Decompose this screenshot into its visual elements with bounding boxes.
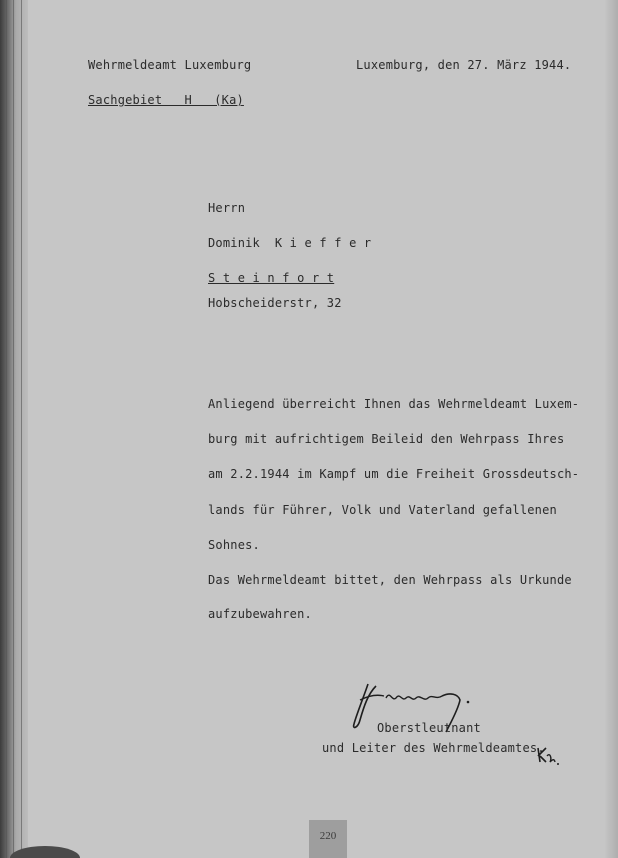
sender-office: Wehrmeldeamt Luxemburg — [88, 58, 252, 72]
page-number: 220 — [319, 830, 337, 842]
recipient-street: Hobscheiderstr, 32 — [208, 296, 342, 310]
book-binding-edge — [0, 0, 28, 858]
page-shadow — [604, 0, 618, 858]
body-line: Das Wehrmeldeamt bittet, den Wehrpass als Urkunde — [208, 573, 572, 587]
page-number-box — [309, 820, 347, 858]
body-line: burg mit aufrichtigem Beileid den Wehrpass Ihres — [208, 432, 565, 446]
body-line: Sohnes. — [208, 538, 260, 552]
handwritten-initials — [534, 742, 560, 768]
body-line: aufzubewahren. — [208, 607, 312, 621]
binding-page-edge — [21, 0, 22, 858]
body-line: am 2.2.1944 im Kampf um die Freiheit Grossdeutsch- — [208, 467, 580, 481]
closing-office-title: und Leiter des Wehrmeldeamtes. — [322, 741, 545, 755]
recipient-salutation: Herrn — [208, 201, 246, 215]
binding-page-edge — [13, 0, 14, 858]
recipient-town: S t e i n f o r t — [208, 271, 335, 285]
body-line: lands für Führer, Volk und Vaterland gefallenen — [208, 503, 557, 517]
body-line: Anliegend überreicht Ihnen das Wehrmeldeamt Luxem- — [208, 397, 580, 411]
place-and-date: Luxemburg, den 27. März 1944. — [356, 58, 572, 72]
binding-page-edge — [6, 0, 7, 858]
subject-line: Sachgebiet H (Ka) — [88, 93, 244, 107]
closing-rank: Oberstleutnant — [377, 721, 481, 735]
recipient-name: Dominik K i e f f e r — [208, 236, 372, 250]
